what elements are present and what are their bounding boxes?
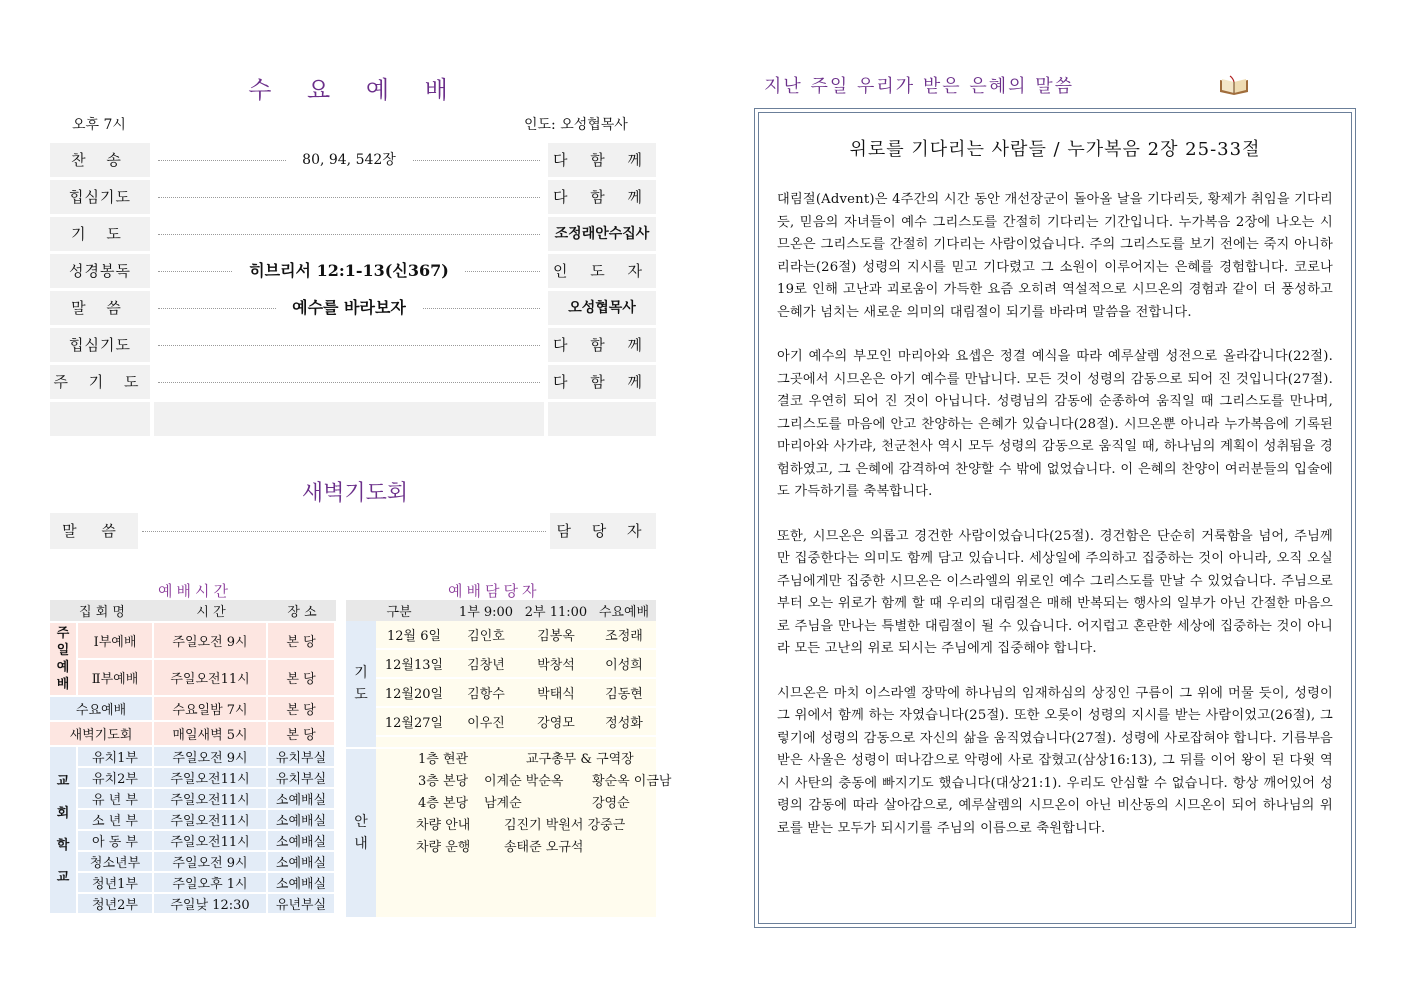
- order-person: 다 함 께: [548, 143, 656, 177]
- table-cell: 새벽기도회: [50, 722, 154, 747]
- open-book-icon: [1218, 74, 1250, 98]
- scripture-reading: 히브리서 12:1-13(신367): [233, 261, 465, 280]
- table-cell: 소예배실: [268, 873, 336, 894]
- table-cell: Ⅰ부예배: [78, 623, 154, 660]
- table-cell: 주일오전 9시: [154, 852, 268, 873]
- guide-cell: [376, 749, 672, 919]
- order-label: 기 도: [50, 217, 150, 251]
- table-cell: 소예배실: [268, 831, 336, 852]
- dawn-label: 말 씀: [50, 513, 138, 549]
- guide-group-label: 안내: [354, 814, 368, 852]
- sermon-title-left: 예수를 바라보자: [276, 298, 422, 317]
- table-cell: 이우진: [452, 708, 520, 737]
- header-time: 시 간: [154, 600, 268, 623]
- header-wednesday: 수요예배: [592, 600, 656, 621]
- table-cell: 주일오전 9시: [154, 747, 268, 768]
- guide-names: 강영순: [592, 796, 630, 811]
- order-person: 인 도 자: [548, 254, 656, 288]
- header-second: 2부 11:00: [520, 600, 592, 621]
- table-cell: 김봉옥: [520, 621, 592, 650]
- table-cell: 수요일밤 7시: [154, 697, 268, 722]
- order-person: 다 함 께: [548, 365, 656, 399]
- order-content: 80, 94, 542장: [286, 152, 412, 168]
- table-cell: 12월 6일: [376, 621, 452, 650]
- guide-names: 황순옥 이금남: [592, 774, 672, 789]
- header-place: 장 소: [268, 600, 336, 623]
- duty-table: [346, 600, 672, 919]
- table-cell: 김동현: [592, 679, 656, 708]
- school-group: [50, 747, 78, 915]
- table-cell: 수요예배: [50, 697, 154, 722]
- order-label: 주 기 도: [50, 365, 150, 399]
- table-cell: 주일오전 9시: [154, 623, 268, 660]
- table-cell: 12월27일: [376, 708, 452, 737]
- table-cell: 청년2부: [78, 894, 154, 915]
- table-cell: 박태식: [520, 679, 592, 708]
- order-row: [50, 180, 656, 214]
- table-cell: 박창석: [520, 650, 592, 679]
- table-cell: 유 년 부: [78, 789, 154, 810]
- guide-names: 김진기 박원서 강중근: [504, 818, 626, 833]
- table-cell: 주일오전11시: [154, 810, 268, 831]
- guide-place: 차량 안내: [416, 818, 471, 833]
- header-category: 구분: [346, 600, 452, 621]
- prayer-group: [346, 621, 376, 749]
- dawn-prayer-title: 새벽기도회: [301, 481, 409, 506]
- order-person: 다 함 께: [548, 328, 656, 362]
- table-cell: 김창년: [452, 650, 520, 679]
- sermon-body: [777, 189, 1333, 862]
- order-row: [50, 328, 656, 362]
- guide-names: 이계순 박순옥: [484, 774, 564, 789]
- table-cell: 청년1부: [78, 873, 154, 894]
- table-cell: 이성희: [592, 650, 656, 679]
- order-label: 말 씀: [50, 291, 150, 325]
- prayer-group-label: 기도: [354, 665, 368, 703]
- guide-place: 3층 본당: [418, 774, 469, 789]
- guide-names: 교구총무 & 구역장: [526, 752, 634, 767]
- order-person: 조정래안수집사: [548, 217, 656, 251]
- order-person: [548, 402, 656, 436]
- order-row-empty: [50, 402, 656, 436]
- wednesday-service-title: 수 요 예 배: [248, 76, 462, 104]
- table-cell: 유년부실: [268, 894, 336, 915]
- order-row: [50, 143, 656, 177]
- service-leader: 인도: 오성협목사: [524, 117, 628, 133]
- guide-group: [346, 749, 376, 919]
- sermon-paragraph: 또한, 시므온은 의롭고 경건한 사람이었습니다(25절). 경건함은 단순히 거룩함을 넘어, 주님께만 집중한다는 의미도 함께 담고 있습니다. 세상일에 주의하고 집중하는 것이 아니라, 오직 오실 주님에게만 집중한 시므온은 이스라엘의 위로인 예수 그리스도를 만날 수 있었습니다. 주님으로부터 오는 위로가 함께 할 때 우리의 대림절은 매해 반복되는 행사의 일부가 아닌 간절한 마음으로 주님을 만나는 특별한 대림절이 될 수 있습니다. 어지럽고 혼란한 세상에 집중하는 것이 아니라 모든 고난의 위로 되시는 주님에게 집중해야 합니다.: [777, 528, 1333, 656]
- guide-line: [376, 749, 656, 771]
- guide-names: 남계순: [484, 796, 522, 811]
- guide-line: [376, 793, 656, 815]
- worship-times-table: [50, 600, 336, 915]
- table-cell: 매일새벽 5시: [154, 722, 268, 747]
- order-row: [50, 217, 656, 251]
- service-time: 오후 7시: [72, 117, 126, 133]
- table-cell: 조정래: [592, 621, 656, 650]
- table-cell: 본 당: [268, 623, 336, 660]
- table-cell: 주일오전11시: [154, 768, 268, 789]
- table-cell: 본 당: [268, 660, 336, 697]
- service-order: [50, 143, 656, 439]
- table-cell: 주일오후 1시: [154, 873, 268, 894]
- table-cell: 소예배실: [268, 810, 336, 831]
- guide-line: [376, 815, 656, 837]
- spacer-cell: [376, 737, 656, 749]
- table-cell: 정성화: [592, 708, 656, 737]
- table-cell: 소 년 부: [78, 810, 154, 831]
- guide-place: 4층 본당: [418, 796, 469, 811]
- table-cell: 유치부실: [268, 747, 336, 768]
- table-cell: 소예배실: [268, 852, 336, 873]
- dawn-prayer-row: [50, 513, 656, 549]
- sunday-group-label: 주일예배: [56, 626, 70, 692]
- order-label: 힙심기도: [50, 180, 150, 214]
- table-cell: 청소년부: [78, 852, 154, 873]
- order-label: 성경봉독: [50, 254, 150, 288]
- sermon-paragraph: 아기 예수의 부모인 마리아와 요셉은 정결 예식을 따라 예루살렘 성전으로 올라갑니다(22절). 그곳에서 시므온은 아기 예수를 만납니다. 모든 것이 성령의 감동으로 되어 진 것입니다(27절). 결코 우연히 되어 진 것이 아닙니다. 성령님의 감동에 순종하여 움직일 때 그리스도를 만나며, 그리스도를 마음에 안고 찬양하는 은혜가 있습니다(28절). 시므온뿐 아니라 누가복음에 기록된 마리아와 사가랴, 천군천사 역시 모두 성령의 감동으로 움직일 때, 하나님의 계획이 성취됨을 경험하였고, 그 은혜에 감격하여 찬양할 수 밖에 없었습니다. 이 은혜의 찬양이 여러분들의 입술에도 가득하기를 축복합니다.: [777, 349, 1333, 499]
- worship-times-heading: 예배시간: [158, 582, 232, 600]
- table-cell: 유치2부: [78, 768, 154, 789]
- header-name: 집 회 명: [50, 600, 154, 623]
- school-group-label: 교회학교: [56, 774, 70, 885]
- sermon-box: [754, 108, 1356, 928]
- table-cell: 김인호: [452, 621, 520, 650]
- duty-heading: 예배담당자: [448, 582, 541, 600]
- order-person: 오성협목사: [548, 291, 656, 325]
- table-cell: 유치1부: [78, 747, 154, 768]
- table-cell: 주일오전11시: [154, 789, 268, 810]
- table-cell: 아 동 부: [78, 831, 154, 852]
- header-first: 1부 9:00: [452, 600, 520, 621]
- order-label: 찬 송: [50, 143, 150, 177]
- table-cell: 주일낮 12:30: [154, 894, 268, 915]
- order-row: [50, 291, 656, 325]
- order-label: [50, 402, 150, 436]
- order-row: [50, 254, 656, 288]
- guide-line: [376, 837, 656, 859]
- table-cell: 본 당: [268, 697, 336, 722]
- table-cell: 김항수: [452, 679, 520, 708]
- order-row: [50, 365, 656, 399]
- table-cell: 소예배실: [268, 789, 336, 810]
- table-cell: 12월13일: [376, 650, 452, 679]
- guide-line: [376, 771, 672, 793]
- table-cell: 12월20일: [376, 679, 452, 708]
- sermon-paragraph: 시므온은 마치 이스라엘 장막에 하나님의 임재하심의 상징인 구름이 그 위에 머물 듯이, 성령이 그 위에서 함께 하는 자였습니다(25절). 또한 오롯이 성령의 지시를 받는 사람이었고(26절), 그렇기에 성령의 감동으로 자신의 삶을 움직였습니다(27절). 성령에 사로잡혀야 합니다. 기름부음 받은 사울은 성령이 떠나감으로 악령에 사로 잡혔고(삼상16:13), 그 뒤를 이어 왕이 된 다윗 역시 사탄의 충동에 빠지기도 했습니다(대상21:1). 우리도 안심할 수 없습니다. 항상 깨어있어 성령의 감동에 따라 살아감으로, 예루살렘의 시므온이 아닌 비산동의 시므온이 되어 하나님의 위로를 받는 모두가 되시기를 주님의 이름으로 축원합니다.: [777, 685, 1333, 836]
- dawn-person: 담 당 자: [550, 513, 656, 549]
- sunday-group: [50, 623, 78, 697]
- table-cell: 강영모: [520, 708, 592, 737]
- table-cell: 주일오전11시: [154, 831, 268, 852]
- table-cell: 본 당: [268, 722, 336, 747]
- sermon-title: 위로를 기다리는 사람들 / 누가복음 2장 25-33절: [849, 139, 1261, 160]
- order-person: 다 함 께: [548, 180, 656, 214]
- guide-place: 차량 운행: [416, 840, 471, 855]
- guide-place: 1층 현관: [418, 752, 469, 767]
- last-sunday-heading: 지난 주일 우리가 받은 은혜의 말씀: [764, 76, 1075, 97]
- table-cell: 주일오전11시: [154, 660, 268, 697]
- order-label: 힙심기도: [50, 328, 150, 362]
- table-cell: Ⅱ부예배: [78, 660, 154, 697]
- table-cell: 유치부실: [268, 768, 336, 789]
- guide-names: 송태준 오규석: [504, 840, 584, 855]
- sermon-paragraph: 대림절(Advent)은 4주간의 시간 동안 개선장군이 돌아올 날을 기다리듯, 황제가 취임을 기다리듯, 믿음의 자녀들이 예수 그리스도를 간절히 기다리는 기간입니다. 누가복음 2장에 나오는 시므온은 그리스도를 간절히 기다리는 사람이었습니다. 주의 그리스도를 보기 전에는 죽지 아니하리라는(26절) 성령의 지시를 믿고 기다렸고 그 소원이 이루어지는 은혜를 경험합니다. 코로나19로 인해 고난과 괴로움이 가득한 요즘 오히려 역설적으로 시므온의 경험과 같이 더 풍성하고 은혜가 넘치는 새로운 의미의 대림절이 되기를 바라며 말씀을 전합니다.: [777, 192, 1333, 320]
